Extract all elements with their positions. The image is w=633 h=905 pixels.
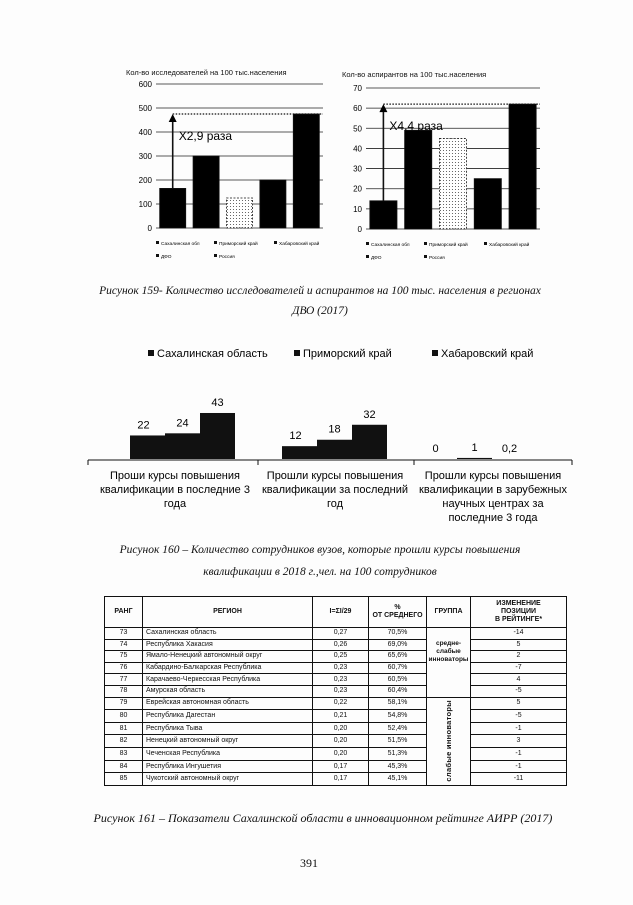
region-cell: Ненецкий автономный округ <box>143 735 313 748</box>
legend-label: ДФО <box>371 256 382 261</box>
legend-label: Хабаровский край <box>279 242 320 247</box>
change-cell: -7 <box>471 662 567 674</box>
index-cell: 0,17 <box>313 760 369 773</box>
y-tick-label: 400 <box>138 128 152 137</box>
category-label: квалификации в последние 3 <box>100 484 250 496</box>
bar <box>226 198 252 228</box>
legend-label: ДФО <box>161 255 172 260</box>
percent-cell: 45,1% <box>369 773 427 786</box>
postgrads-chart <box>340 80 546 272</box>
table-row <box>105 685 567 697</box>
change-cell: 2 <box>471 651 567 663</box>
index-cell: 0,20 <box>313 735 369 748</box>
legend-swatch <box>424 255 427 258</box>
header-percent-l2: ОТ СРЕДНЕГО <box>372 612 423 619</box>
data-label: 24 <box>176 417 189 430</box>
index-cell: 0,23 <box>313 674 369 686</box>
legend-swatch <box>432 350 438 356</box>
table-row <box>105 710 567 723</box>
bar <box>352 425 387 459</box>
header-percent <box>369 597 427 628</box>
group-cell-medium-weak <box>427 628 471 698</box>
y-tick-label: 50 <box>353 124 362 134</box>
ratio-annotation: Х2,9 раза <box>178 129 233 143</box>
table-header-row <box>105 597 567 628</box>
legend-label: Хабаровский край <box>489 243 530 248</box>
y-tick-label: 300 <box>138 152 152 161</box>
y-tick-label: 10 <box>353 204 362 214</box>
group-label-line: средне- <box>435 640 462 647</box>
percent-cell: 45,3% <box>369 760 427 773</box>
category-label: последние 3 года <box>448 512 538 524</box>
table-row <box>105 722 567 735</box>
index-cell: 0,25 <box>313 651 369 663</box>
percent-cell: 54,8% <box>369 710 427 723</box>
innovation-rating-table <box>104 596 567 786</box>
bar <box>293 114 319 228</box>
legend-swatch <box>366 255 369 258</box>
change-cell: 4 <box>471 674 567 686</box>
legend-swatch <box>148 350 154 356</box>
index-cell: 0,20 <box>313 748 369 761</box>
table-row <box>105 760 567 773</box>
data-label: 0 <box>432 443 439 455</box>
y-tick-label: 200 <box>138 176 152 185</box>
left-chart-title: Кол-во исследователей на 100 тыс.населения <box>126 68 287 77</box>
percent-cell: 51,5% <box>369 735 427 748</box>
index-cell: 0,20 <box>313 722 369 735</box>
header-change <box>471 597 567 628</box>
index-cell: 0,23 <box>313 662 369 674</box>
change-cell: -11 <box>471 773 567 786</box>
legend-swatch <box>156 241 159 244</box>
change-cell: -5 <box>471 710 567 723</box>
legend-label: Приморский край <box>219 242 258 247</box>
y-tick-label: 600 <box>138 80 152 89</box>
bar <box>282 446 317 459</box>
region-cell: Ямало-Ненецкий автономный округ <box>143 651 313 663</box>
header-change-l2: ПОЗИЦИИ <box>500 608 537 615</box>
legend-label: Приморский край <box>303 348 392 360</box>
y-tick-label: 0 <box>147 224 152 233</box>
index-cell: 0,22 <box>313 697 369 710</box>
group-label-line: слабые <box>436 648 461 655</box>
y-tick-label: 0 <box>357 225 362 234</box>
bar <box>260 180 286 228</box>
table-row <box>105 674 567 686</box>
data-label: 12 <box>289 430 302 443</box>
table-row <box>105 628 567 640</box>
bar <box>130 435 165 459</box>
rank-cell: 78 <box>105 685 143 697</box>
data-label: 0,2 <box>501 442 518 455</box>
figure-160-caption-line2: квалификации в 2018 г.,чел. на 100 сотрудников <box>203 566 437 578</box>
change-cell: 3 <box>471 735 567 748</box>
right-chart-title: Кол-во аспирантов на 100 тыс.населения <box>342 70 487 79</box>
region-cell: Карачаево-Черкесская Республика <box>143 674 313 686</box>
figure-161-caption: Рисунок 161 – Показатели Сахалинской области в инновационном рейтинге АИРР (2017) <box>93 811 553 825</box>
bar <box>405 130 432 229</box>
change-cell: 5 <box>471 697 567 710</box>
y-tick-label: 60 <box>353 104 362 114</box>
legend-swatch <box>156 254 159 257</box>
legend-swatch <box>484 242 487 245</box>
bar <box>160 188 186 228</box>
category-label: научных центрах за <box>442 498 544 510</box>
index-cell: 0,21 <box>313 710 369 723</box>
table-row <box>105 748 567 761</box>
change-cell: -1 <box>471 748 567 761</box>
rank-cell: 80 <box>105 710 143 723</box>
category-label: Прошли курсы повышения <box>266 470 404 482</box>
group-cell-weak <box>427 697 471 786</box>
category-label: Прошли курсы повышения <box>424 470 562 482</box>
legend-swatch <box>274 241 277 244</box>
legend-swatch <box>214 254 217 257</box>
rank-cell: 77 <box>105 674 143 686</box>
percent-cell: 58,1% <box>369 697 427 710</box>
y-tick-label: 30 <box>353 164 362 174</box>
bar <box>193 156 219 228</box>
percent-cell: 60,4% <box>369 685 427 697</box>
y-tick-label: 100 <box>138 200 152 209</box>
bar <box>370 201 397 229</box>
change-cell: 5 <box>471 639 567 651</box>
legend-swatch <box>366 242 369 245</box>
percent-cell: 69,0% <box>369 639 427 651</box>
region-cell: Республика Ингушетия <box>143 760 313 773</box>
legend-label: Сахалинская область <box>157 348 268 360</box>
category-label: квалификации в зарубежных <box>419 484 567 496</box>
index-cell: 0,27 <box>313 628 369 640</box>
index-cell: 0,26 <box>313 639 369 651</box>
table-row <box>105 651 567 663</box>
legend-swatch <box>424 242 427 245</box>
data-label: 43 <box>211 396 224 409</box>
region-cell: Чукотский автономный округ <box>143 773 313 786</box>
percent-cell: 51,3% <box>369 748 427 761</box>
rank-cell: 79 <box>105 697 143 710</box>
percent-cell: 65,6% <box>369 651 427 663</box>
legend-swatch <box>294 350 300 356</box>
legend-label: Сахалинская обл <box>371 243 410 248</box>
figure-159-caption-line2: ДВО (2017) <box>292 305 348 317</box>
percent-cell: 60,7% <box>369 662 427 674</box>
change-cell: -1 <box>471 760 567 773</box>
rank-cell: 76 <box>105 662 143 674</box>
data-label: 18 <box>328 423 341 436</box>
figure-159-caption-line1: Рисунок 159- Количество исследователей и аспирантов на 100 тыс. населения в регионах <box>99 285 541 297</box>
y-tick-label: 20 <box>353 184 362 194</box>
region-cell: Кабардино-Балкарская Республика <box>143 662 313 674</box>
bar <box>165 433 200 459</box>
bar <box>439 138 466 229</box>
data-label: 22 <box>137 419 150 432</box>
training-chart <box>80 343 580 530</box>
table-row <box>105 773 567 786</box>
header-region: РЕГИОН <box>143 597 313 628</box>
rank-cell: 84 <box>105 760 143 773</box>
y-tick-label: 70 <box>353 84 362 93</box>
researchers-chart <box>118 76 332 272</box>
header-group: ГРУППА <box>427 597 471 628</box>
header-index: I=ΣI/29 <box>313 597 369 628</box>
header-change-l3: В РЕЙТИНГЕ* <box>494 616 543 623</box>
group-label-vertical: слабые инноваторы <box>443 699 453 782</box>
category-label: года <box>163 498 187 510</box>
table-row <box>105 697 567 710</box>
data-label: 1 <box>471 441 478 454</box>
region-cell: Амурская область <box>143 685 313 697</box>
ratio-annotation: Х4,4 раза <box>389 119 443 134</box>
change-cell: -5 <box>471 685 567 697</box>
y-tick-label: 500 <box>138 104 152 113</box>
region-cell: Республика Хакасия <box>143 639 313 651</box>
region-cell: Республика Тыва <box>143 722 313 735</box>
rank-cell: 81 <box>105 722 143 735</box>
region-cell: Сахалинская область <box>143 628 313 640</box>
header-percent-l1: % <box>394 604 401 611</box>
y-tick-label: 40 <box>353 144 362 154</box>
percent-cell: 70,5% <box>369 628 427 640</box>
legend-label: Хабаровский край <box>441 348 534 360</box>
bar <box>200 413 235 459</box>
percent-cell: 52,4% <box>369 722 427 735</box>
region-cell: Республика Дагестан <box>143 710 313 723</box>
category-label: год <box>326 498 344 510</box>
bar <box>317 440 352 459</box>
rank-cell: 85 <box>105 773 143 786</box>
legend-label: Приморский край <box>429 243 468 248</box>
percent-cell: 60,5% <box>369 674 427 686</box>
table-row <box>105 639 567 651</box>
rank-cell: 75 <box>105 651 143 663</box>
change-cell: -1 <box>471 722 567 735</box>
rank-cell: 82 <box>105 735 143 748</box>
page-number: 391 <box>300 856 318 870</box>
rank-cell: 83 <box>105 748 143 761</box>
data-label: 32 <box>363 408 376 421</box>
arrow-head <box>169 114 177 122</box>
category-label: квалификации за последний <box>261 484 409 496</box>
table-row <box>105 735 567 748</box>
legend-label: Сахалинская обл <box>161 242 200 247</box>
figure-160-caption-line1: Рисунок 160 – Количество сотрудников вузов, которые прошли курсы повышения <box>119 544 521 556</box>
bar <box>457 458 492 459</box>
change-cell: -14 <box>471 628 567 640</box>
legend-label: Россия <box>429 256 445 261</box>
legend-swatch <box>214 241 217 244</box>
rank-cell: 74 <box>105 639 143 651</box>
category-label: Проши курсы повышения <box>109 470 241 482</box>
region-cell: Чеченская Республика <box>143 748 313 761</box>
region-cell: Еврейская автономная область <box>143 697 313 710</box>
group-label-line: инноваторы <box>428 656 469 663</box>
table-row <box>105 662 567 674</box>
legend-label: Россия <box>219 255 235 260</box>
header-change-l1: ИЗМЕНЕНИЕ <box>496 600 541 607</box>
rank-cell: 73 <box>105 628 143 640</box>
bar <box>509 104 536 229</box>
index-cell: 0,17 <box>313 773 369 786</box>
bar <box>474 179 501 229</box>
header-rank: РАНГ <box>105 597 143 628</box>
index-cell: 0,23 <box>313 685 369 697</box>
